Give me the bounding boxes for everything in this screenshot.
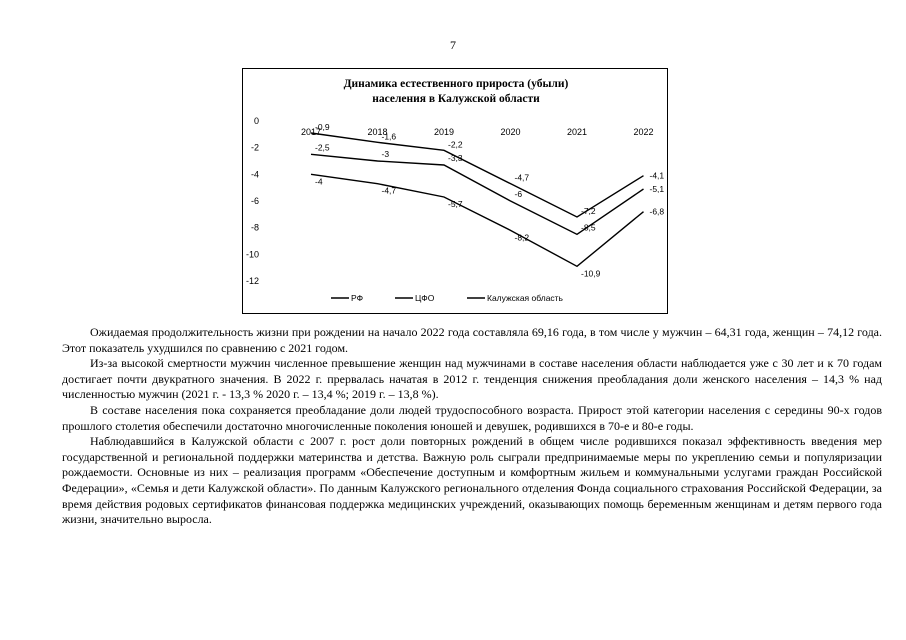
y-tick-label: -4 <box>250 169 259 180</box>
data-label: -6 <box>514 189 523 199</box>
data-label: -4,1 <box>649 170 665 181</box>
data-label: -8,5 <box>581 222 596 233</box>
x-tick-label: 2021 <box>566 127 588 137</box>
legend-label: РФ <box>351 293 364 303</box>
data-label: -4,7 <box>381 185 397 196</box>
page-number: 7 <box>450 38 456 52</box>
data-label: -8,2 <box>514 232 530 243</box>
paragraph-4: Наблюдавшийся в Калужской области с 2007 г. рост доли повторных рождений в общем числе родившихся показал эффективность введения мер государственной и региональной поддержки материнства и детства. Важную роль сыграли предпринимаемые меры по укреплению семьи и популяризации рождаемости. Основные из них – реализация программ «Обеспечение доступным и комфортным жильем и коммунальными услугами граждан Российской Федерации», «Семья и дети Калужской области». По данным Калужского регионального отделения Фонда социального страхования Российской Федерации, за время действия родовых сертификатов финансовая поддержка медицинских учреждений, оказывающих помощь беременным женщинам и детям первого года жизни, значительно выросла. <box>62 434 882 527</box>
chart-title-line-2: населения в Калужской области <box>372 93 540 105</box>
y-tick-label: -2 <box>250 142 259 153</box>
x-tick-label: 2017 <box>300 127 322 137</box>
paragraph-2: Из-за высокой смертности мужчин численное превышение женщин над мужчинами в составе населения области наблюдается уже с 30 лет и к 70 годам достигает почти двукратного значения. В 2022 г. прервалась начатая в 2012 г. тенденция снижения преобладания доли женского населения – 14,3 % над численностью мужчин (2021 г. - 13,3 % 2020 г. – 13,4 %; 2019 г. – 13,8 %). <box>62 356 882 402</box>
series-line <box>311 174 644 266</box>
data-label: -2,2 <box>448 139 463 150</box>
data-label: -7,2 <box>581 206 596 216</box>
data-label: -1,6 <box>381 131 397 142</box>
y-tick-label: -6 <box>250 196 259 206</box>
paragraph-3: В составе населения пока сохраняется преобладание доли людей трудоспособного возраста. Прирост этой категории населения с середины 90-х годов прошлого столетия обеспечили достаточно многочисленные поколения юношей и девушек, родившихся в 70-е и 80-е годы. <box>62 402 882 433</box>
x-tick-label: 2018 <box>367 127 388 137</box>
y-tick-label: -12 <box>245 276 259 286</box>
data-label: -4 <box>315 176 323 187</box>
body-text <box>62 325 882 528</box>
legend-label: Калужская область <box>487 293 563 303</box>
x-tick-label: 2019 <box>433 127 455 137</box>
data-label: -0,9 <box>315 122 330 132</box>
y-tick-label: 0 <box>253 116 259 126</box>
series-line <box>311 133 644 217</box>
data-label: -10,9 <box>581 268 601 279</box>
y-tick-label: -8 <box>250 222 259 233</box>
x-tick-label: 2022 <box>633 127 654 137</box>
chart-title-line-1: Динамика естественного прироста (убыли) <box>343 78 569 90</box>
paragraph-1: Ожидаемая продолжительность жизни при рождении на начало 2022 года составляла 69,16 года, в том числе у мужчин – 64,31 года, женщин – 74,12 года. Этот показатель ухудшился по сравнению с 2021 годом. <box>62 325 882 355</box>
y-tick-label: -10 <box>245 249 259 260</box>
legend-label: ЦФО <box>415 293 435 303</box>
data-label: -4,7 <box>514 172 530 183</box>
data-label: -2,5 <box>315 142 330 153</box>
x-tick-label: 2020 <box>500 127 521 137</box>
data-label: -3,3 <box>448 153 463 163</box>
data-label: -5,7 <box>448 199 463 209</box>
data-label: -5,1 <box>649 184 665 194</box>
chart-plot <box>243 69 667 313</box>
data-label: -6,8 <box>649 206 665 217</box>
data-label: -3 <box>381 149 390 159</box>
chart <box>242 68 668 314</box>
